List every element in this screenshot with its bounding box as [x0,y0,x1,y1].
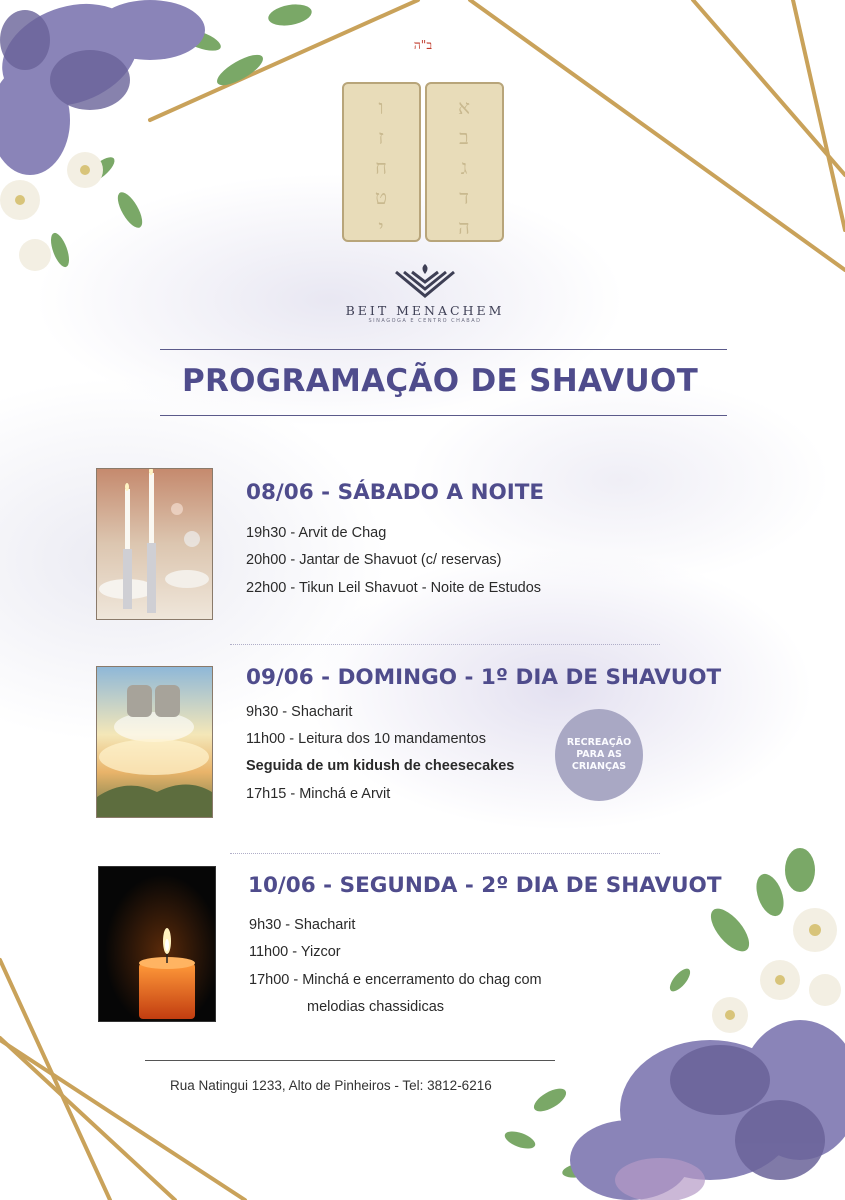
tablets-mountain-photo [96,666,213,818]
footer-address: Rua Natingui 1233, Alto de Pinheiros - Tel: 3812-6216 [170,1078,492,1093]
tablet-letter: ז [378,125,384,149]
day-2-item-1: 9h30 - Shacharit [246,704,353,720]
beit-menachem-logo-icon [392,262,458,302]
tablet-letter: ה [458,215,470,239]
tablet-letter: ט [374,185,388,209]
day-2-item-2: 11h00 - Leitura dos 10 mandamentos [246,731,486,747]
section-divider-1 [230,644,660,645]
day-1-item-2: 20h00 - Jantar de Shavuot (c/ reservas) [246,552,502,568]
day-3-item-1: 9h30 - Shacharit [249,917,356,933]
badge-line-2: PARA AS [576,749,622,760]
tablet-letter: ו [378,95,384,119]
memorial-candle-photo [98,866,216,1022]
page-title: PROGRAMAÇÃO DE SHAVUOT [181,363,699,399]
tablet-letter: ב [459,125,469,149]
hebrew-abbreviation: ב"ה [413,38,433,52]
badge-line-1: RECREAÇÃO [566,737,632,748]
day-3-heading: 10/06 - SEGUNDA - 2º DIA DE SHAVUOT [248,873,722,898]
flowers-top-left [0,0,320,340]
tablet-letter: א [457,95,471,119]
footer-rule [145,1060,555,1061]
brand-name: BEIT MENACHEM [345,303,505,318]
day-2-item-3: Seguida de um kidush de cheesecakes [246,758,515,774]
day-3-item-3: 17h00 - Minchá e encerramento do chag com [249,972,542,988]
tablet-letter: ג [460,155,468,179]
day-3-item-4: melodias chassidicas [307,999,445,1015]
tablet-letter: י [378,215,384,239]
day-1-item-1: 19h30 - Arvit de Chag [246,525,387,541]
day-2-heading: 09/06 - DOMINGO - 1º DIA DE SHAVUOT [246,665,722,690]
title-rule-bottom [160,415,727,416]
tablet-letter: ח [375,155,387,179]
title-rule-top [160,349,727,350]
candles-table-photo [96,468,213,620]
kids-recreation-badge [555,709,643,801]
section-divider-2 [230,853,660,854]
badge-line-3: CRIANÇAS [571,761,627,772]
day-2-item-4: 17h15 - Minchá e Arvit [246,786,391,802]
ten-commandments-tablets-icon [341,80,505,244]
tablet-letter: ד [459,185,469,209]
day-1-item-3: 22h00 - Tikun Leil Shavuot - Noite de Estudos [246,580,542,596]
day-3-item-2: 11h00 - Yizcor [249,944,341,960]
brand-subtitle: SINAGOGA E CENTRO CHABAD [368,318,482,324]
day-1-heading: 08/06 - SÁBADO A NOITE [246,480,545,505]
